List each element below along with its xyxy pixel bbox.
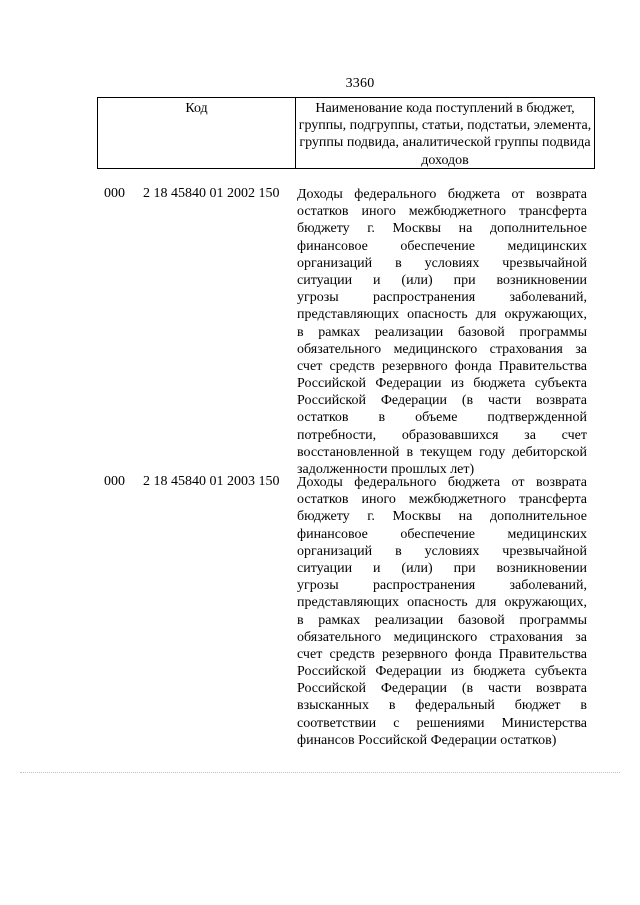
- description-line: в рамках реализации базовой программы: [297, 612, 587, 628]
- description-line: угрозы распространения заболеваний,: [297, 578, 587, 594]
- revenue-description: [297, 474, 587, 749]
- description-line: задолженности прошлых лет): [297, 462, 475, 477]
- description-line: организаций в условиях чрезвычайной: [297, 255, 587, 271]
- description-line: остатков иного межбюджетного трансферта: [297, 492, 587, 508]
- page-number: 3360: [345, 76, 375, 91]
- description-line: обязательного медицинского страхования за: [297, 629, 587, 645]
- admin-code: 000: [104, 474, 125, 489]
- header-name-label: Наименование кода поступлений в бюджет, группы, подгруппы, статьи, подстатьи, элемента, группы подвида, аналитической группы подвида доходов: [298, 101, 592, 168]
- header-code-label: Код: [185, 101, 208, 116]
- description-line: Российской Федерации из бюджета субъекта: [297, 664, 587, 680]
- description-line: восстановленной в текущем году дебиторской: [297, 444, 587, 460]
- description-line: финансовое обеспечение медицинских: [297, 526, 587, 542]
- description-line: бюджету г. Москвы на дополнительное: [297, 509, 587, 525]
- description-line: остатков иного межбюджетного трансферта: [297, 204, 587, 220]
- description-line: финансовое обеспечение медицинских: [297, 238, 587, 254]
- description-line: потребности, образовавшихся за счет: [297, 427, 587, 443]
- description-line: Доходы федерального бюджета от возврата: [297, 187, 587, 202]
- description-line: остатков в объеме подтвержденной: [297, 410, 587, 426]
- table-header: [97, 97, 595, 169]
- description-line: Российской Федерации (в части возврата: [297, 393, 587, 409]
- description-line: счет средств резервного фонда Правительства: [297, 358, 587, 374]
- description-line: финансов Российской Федерации остатков): [297, 732, 557, 748]
- header-column-divider: [295, 98, 296, 168]
- description-line: обязательного медицинского страхования за: [297, 341, 587, 357]
- revenue-code: 2 18 45840 01 2003 150: [143, 474, 280, 489]
- scan-edge-dotted-line: [20, 772, 620, 774]
- description-line: Российской Федерации (в части возврата: [297, 681, 587, 697]
- description-line: в рамках реализации базовой программы: [297, 324, 587, 340]
- description-line: Доходы федерального бюджета от возврата: [297, 475, 587, 490]
- description-line: Российской Федерации из бюджета субъекта: [297, 376, 587, 392]
- description-line: представляющих опасность для окружающих,: [297, 595, 587, 611]
- description-line: соответствии с решениями Министерства: [297, 715, 587, 731]
- description-line: счет средств резервного фонда Правительства: [297, 646, 587, 662]
- description-line: ситуации и (или) при возникновении: [297, 272, 587, 288]
- revenue-description: [297, 186, 587, 478]
- description-line: угрозы распространения заболеваний,: [297, 290, 587, 306]
- description-line: организаций в условиях чрезвычайной: [297, 543, 587, 559]
- description-line: бюджету г. Москвы на дополнительное: [297, 221, 587, 237]
- admin-code: 000: [104, 186, 125, 201]
- description-line: представляющих опасность для окружающих,: [297, 307, 587, 323]
- description-line: ситуации и (или) при возникновении: [297, 560, 587, 576]
- description-line: взысканных в федеральный бюджет в: [297, 698, 587, 714]
- revenue-code: 2 18 45840 01 2002 150: [143, 186, 280, 201]
